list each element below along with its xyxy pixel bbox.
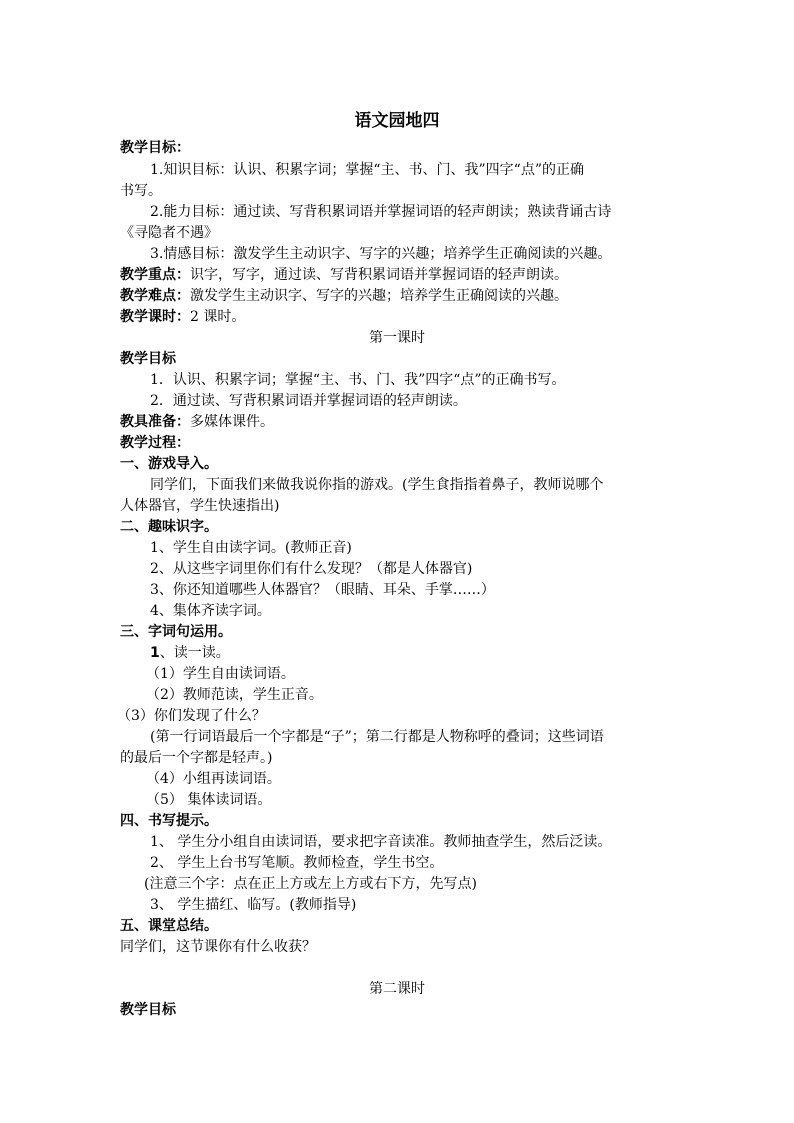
section-3-sub-4: （4）小组再读词语。 [146,771,281,787]
difficulties [120,286,680,306]
section-3-sub-5: （5） 集体读词语。 [146,792,272,808]
class-hours [120,307,680,327]
difficulties-text: 激发学生主动识字、写字的兴趣；培养学生正确阅读的兴趣。 [190,288,568,304]
lesson-1-heading: 第一课时 [369,330,425,346]
lesson-1-goal-2: 2．通过读、写背积累词语并掌握词语的轻声朗读。 [150,393,467,409]
goal-3: 3.情感目标：激发学生主动识字、写字的兴趣；培养学生正确阅读的兴趣。 [150,246,612,262]
class-hours-label: 教学课时： [120,309,190,325]
class-hours-text: 2 课时。 [190,309,246,325]
section-1-text-line-2: 人体器官，学生快速指出) [120,498,280,514]
section-3-sub-2: （2）教师范读，学生正音。 [146,687,323,703]
teaching-aids [120,412,680,432]
section-4-item-2: 2、 学生上台书写笔顺。教师检查，学生书空。 [150,855,444,871]
difficulties-label: 教学难点： [120,288,190,304]
section-4-note: (注意三个字：点在正上方或左上方或右下方，先写点) [144,876,477,892]
goal-1-line-1: 1.知识目标：认识、积累字词；掌握“主、书、门、我”四字“点”的正确 [150,162,584,178]
section-2-heading: 二、趣味识字。 [120,519,218,535]
section-5-heading: 五、课堂总结。 [120,918,218,934]
section-3-item-1 [120,643,680,663]
section-3-item-1-text: 、读一读。 [159,645,230,661]
section-3-answer-line-1: (第一行词语最后一个字都是“子”；第二行都是人物称呼的叠词；这些词语 [150,729,604,745]
section-2-item-2: 2、从这些字词里你们有什么发现？（都是人体器官) [150,561,473,577]
goal-1-line-2: 书写。 [120,183,162,199]
key-points [120,265,680,285]
section-4-item-3: 3、 学生描红、临写。(教师指导) [150,897,357,913]
goal-2-line-2: 《寻隐者不遇》 [120,225,218,241]
teaching-aids-label: 教具准备： [120,414,190,430]
section-3-item-1-number: 1 [150,645,160,661]
goal-2-line-1: 2.能力目标：通过读、写背积累词语并掌握词语的轻声朗读；熟读背诵古诗 [150,204,612,220]
key-points-text: 识字，写字，通过读、写背积累词语并掌握词语的轻声朗读。 [190,267,568,283]
lesson-2-heading: 第二课时 [369,981,425,997]
lesson-1-goal-1: 1．认识、积累字词；掌握“主、书、门、我”四字“点”的正确书写。 [150,372,566,388]
key-points-label: 教学重点： [120,267,190,283]
section-4-heading: 四、书写提示。 [120,813,218,829]
section-1-heading: 一、游戏导入。 [120,456,218,472]
section-2-item-4: 4、集体齐读字词。 [150,603,271,619]
lesson-2-goals-heading: 教学目标 [120,1002,176,1018]
section-4-item-1: 1、 学生分小组自由读词语，要求把字音读准。教师抽查学生，然后泛读。 [150,834,612,850]
goals-heading: 教学目标： [120,140,190,156]
section-1-text-line-1: 同学们，下面我们来做我说你指的游戏。(学生食指指着鼻子，教师说哪个 [150,477,604,493]
section-5-text: 同学们，这节课你有什么收获？ [120,939,316,955]
process-heading: 教学过程： [120,435,190,451]
page-title: 语文园地四 [354,111,440,131]
section-2-item-3: 3、你还知道哪些人体器官？（眼睛、耳朵、手掌……） [150,582,495,598]
section-2-item-1: 1、学生自由读字词。(教师正音) [150,540,352,556]
section-3-sub-1: （1）学生自由读词语。 [146,666,295,682]
lesson-1-goals-heading: 教学目标 [120,351,176,367]
section-3-sub-3: （3）你们发现了什么？ [117,708,266,724]
section-3-heading: 三、字词句运用。 [120,624,232,640]
section-3-answer-line-2: 的最后一个字都是轻声。) [120,750,273,766]
teaching-aids-text: 多媒体课件。 [190,414,274,430]
